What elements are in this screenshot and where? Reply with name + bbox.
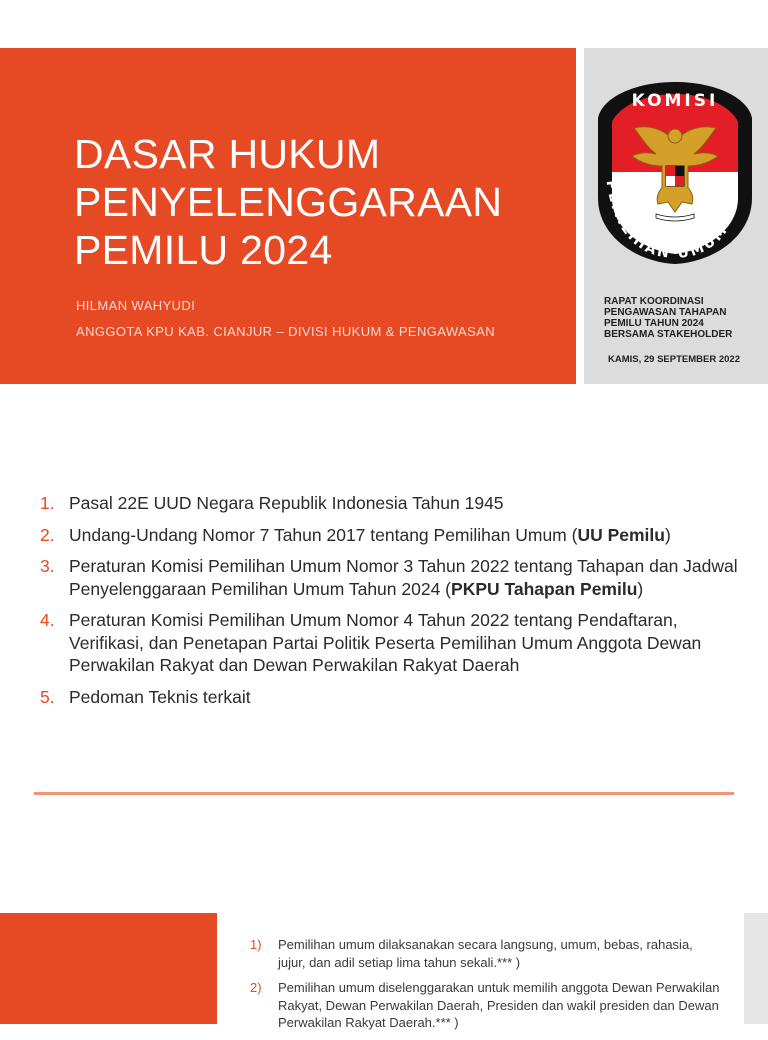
meeting-date: KAMIS, 29 SEPTEMBER 2022 xyxy=(608,354,740,365)
title-line-2: PENYELENGGARAAN xyxy=(74,179,503,225)
slide2-side-panel xyxy=(744,913,768,1024)
list-number: 2) xyxy=(250,980,262,995)
list-text: Pasal 22E UUD Negara Republik Indonesia Tahun 1945 xyxy=(69,493,504,513)
list-text: Undang-Undang Nomor 7 Tahun 2017 tentang Pemilihan Umum ( xyxy=(69,524,578,545)
list-item xyxy=(40,492,740,515)
kpu-logo xyxy=(596,80,754,264)
list-text-end: ) xyxy=(664,524,671,545)
list-number: 3. xyxy=(40,556,55,576)
legal-basis-list xyxy=(40,492,740,717)
slide2-accent-band xyxy=(0,913,217,1024)
list-text-end: ) xyxy=(637,578,644,599)
meeting-line-4: BERSAMA STAKEHOLDER xyxy=(604,329,733,340)
logo-top-text: KOMISI xyxy=(631,91,719,111)
list-item xyxy=(250,936,720,971)
list-item xyxy=(40,686,740,709)
list-text: Pemilihan umum dilaksanakan secara langsung, umum, bebas, rahasia, jujur, dan adil setiap lima tahun sekali.*** ) xyxy=(278,937,693,970)
list-item xyxy=(40,609,740,677)
list-abbreviation: UU Pemilu xyxy=(577,524,665,545)
author-role: ANGGOTA KPU KAB. CIANJUR – DIVISI HUKUM & PENGAWASAN xyxy=(76,324,496,339)
list-text: Peraturan Komisi Pemilihan Umum Nomor 4 Tahun 2022 tentang Pendaftaran, Verifikasi, dan Penetapan Partai Politik Peserta Pemilihan Umum Anggota Dewan Perwakilan Rakyat dan Dewan Perwakilan Rakyat Daerah xyxy=(69,610,702,675)
list-number: 5. xyxy=(40,686,55,707)
list-text: Peraturan Komisi Pemilihan Umum Nomor 3 Tahun 2022 tentang Tahapan dan Jadwal Penyelenggaraan Pemilihan Umum Tahun 2024 ( xyxy=(69,556,738,599)
list-abbreviation: PKPU Tahapan Pemilu xyxy=(451,578,638,599)
meeting-line-1: RAPAT KOORDINASI xyxy=(604,296,704,307)
slide-title xyxy=(74,130,564,274)
list-item xyxy=(40,555,740,600)
list-number: 2. xyxy=(40,524,55,545)
list-number: 1. xyxy=(40,493,55,513)
title-line-1: DASAR HUKUM xyxy=(74,131,381,177)
author-name: HILMAN WAHYUDI xyxy=(76,298,196,313)
meeting-line-2: PENGAWASAN TAHAPAN xyxy=(604,307,727,318)
meeting-info xyxy=(604,296,764,340)
list-number: 1) xyxy=(250,937,262,952)
meeting-line-3: PEMILU TAHUN 2024 xyxy=(604,318,704,329)
list-text: Pemilihan umum diselenggarakan untuk memilih anggota Dewan Perwakilan Rakyat, Dewan Perwakilan Daerah, Presiden dan wakil presiden dan Dewan Perwakilan Rakyat Daerah.*** ) xyxy=(278,980,720,1030)
logo-side-text: PEMILIHAN UMUM xyxy=(602,179,732,263)
section-divider xyxy=(34,792,734,795)
list-item xyxy=(40,524,740,547)
list-number: 4. xyxy=(40,610,55,630)
title-line-3: PEMILU 2024 xyxy=(74,227,333,273)
list-text: Pedoman Teknis terkait xyxy=(69,686,251,707)
